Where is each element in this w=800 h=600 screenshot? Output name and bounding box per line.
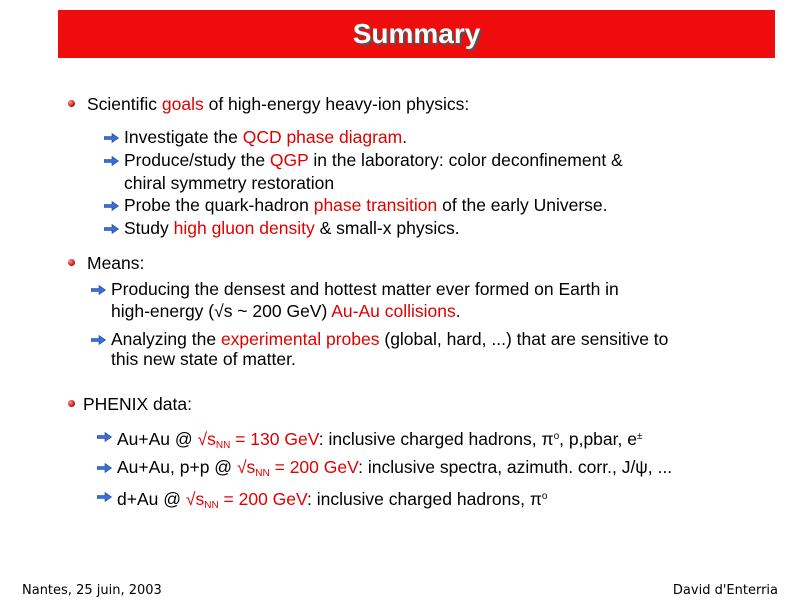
energy-value: = 130 GeV [230, 429, 319, 449]
goals-item-highlight: phase transition [313, 195, 438, 215]
goals-item-3 [124, 195, 608, 216]
phenix-energy [186, 489, 307, 509]
phenix-text: Au+Au, p+p @ [117, 457, 237, 477]
goals-suffix: of high-energy heavy-ion physics: [203, 94, 470, 114]
energy-value: = 200 GeV [218, 489, 308, 509]
means-item-text: Analyzing the [111, 329, 221, 349]
goals-item-text: Investigate the [124, 127, 243, 147]
means-item-2-line2: this new state of matter. [111, 349, 296, 369]
means-item-highlight: experimental probes [220, 329, 380, 349]
bullet-dot-icon [68, 100, 75, 107]
goals-item-text: Study [124, 218, 174, 238]
arrow-bullet-icon [97, 432, 112, 442]
phenix-energy [198, 429, 319, 449]
slide-title: Summary [352, 18, 481, 49]
means-item-text: . [455, 301, 461, 321]
phenix-row-1 [117, 426, 642, 456]
footer-date: Nantes, 25 juin, 2003 [22, 583, 162, 598]
phenix-text: : inclusive charged hadrons, π [318, 429, 554, 449]
footer-author: David d'Enterria [672, 583, 778, 598]
goals-item-1 [124, 127, 407, 148]
goals-prefix: Scientific [87, 94, 162, 114]
means-heading: Means: [87, 253, 145, 273]
goals-item-text: Probe the quark-hadron [124, 195, 314, 215]
phenix-heading: PHENIX data: [83, 394, 192, 414]
means-item-highlight: Au-Au collisions [331, 301, 456, 321]
phenix-text: : inclusive charged hadrons, π [307, 489, 542, 509]
sqrt-s: √s [236, 457, 256, 477]
means-item-2-line1 [111, 329, 668, 350]
goals-item-highlight: QCD phase diagram [242, 127, 403, 147]
bullet-dot-icon [68, 400, 75, 407]
arrow-bullet-icon [91, 335, 106, 345]
sqrt-s: √s [197, 429, 216, 449]
arrow-bullet-icon [104, 201, 119, 211]
goals-highlight: goals [161, 94, 204, 114]
means-item-1-line2 [111, 301, 461, 322]
energy-value: = 200 GeV [269, 457, 359, 477]
arrow-bullet-icon [91, 285, 106, 295]
phenix-row-3 [117, 486, 547, 516]
phenix-energy [237, 457, 358, 477]
phenix-text: Au+Au @ [117, 429, 198, 449]
phenix-text: : inclusive spectra, azimuth. corr., J/ψ, ... [358, 457, 673, 477]
goals-item-4 [124, 218, 460, 239]
e-superscript: ± [636, 431, 643, 442]
phenix-text: d+Au @ [117, 489, 186, 509]
goals-item-text: & small-x physics. [314, 218, 460, 238]
goals-item-highlight: high gluon density [173, 218, 315, 238]
phenix-row-2 [117, 457, 672, 484]
nn-subscript: NN [215, 440, 231, 451]
pi-superscript: o [541, 491, 548, 502]
means-item-text: (global, hard, ...) that are sensitive to [379, 329, 669, 349]
sqrt-s: √s [185, 489, 205, 509]
arrow-bullet-icon [97, 492, 112, 502]
phenix-text: , p,pbar, e [559, 429, 637, 449]
goals-item-text: in the laboratory: color deconfinement & [308, 150, 623, 170]
arrow-bullet-icon [104, 156, 119, 166]
goals-item-text: Produce/study the [124, 150, 270, 170]
goals-item-text: . [402, 127, 408, 147]
nn-subscript: NN [255, 468, 270, 479]
arrow-bullet-icon [104, 133, 119, 143]
goals-item-highlight: QGP [269, 150, 309, 170]
goals-item-2 [124, 150, 623, 171]
nn-subscript: NN [204, 500, 219, 511]
means-item-1-line1: Producing the densest and hottest matter ever formed on Earth in [111, 279, 619, 299]
pi-superscript: o [553, 431, 560, 442]
means-item-text: high-energy (√s ~ 200 GeV) [111, 301, 332, 321]
arrow-bullet-icon [97, 463, 112, 473]
arrow-bullet-icon [104, 224, 119, 234]
goals-item-text: of the early Universe. [437, 195, 608, 215]
goals-item-2-cont: chiral symmetry restoration [124, 173, 335, 193]
goals-heading [87, 94, 469, 115]
title-bar [58, 10, 775, 58]
bullet-dot-icon [68, 259, 75, 266]
